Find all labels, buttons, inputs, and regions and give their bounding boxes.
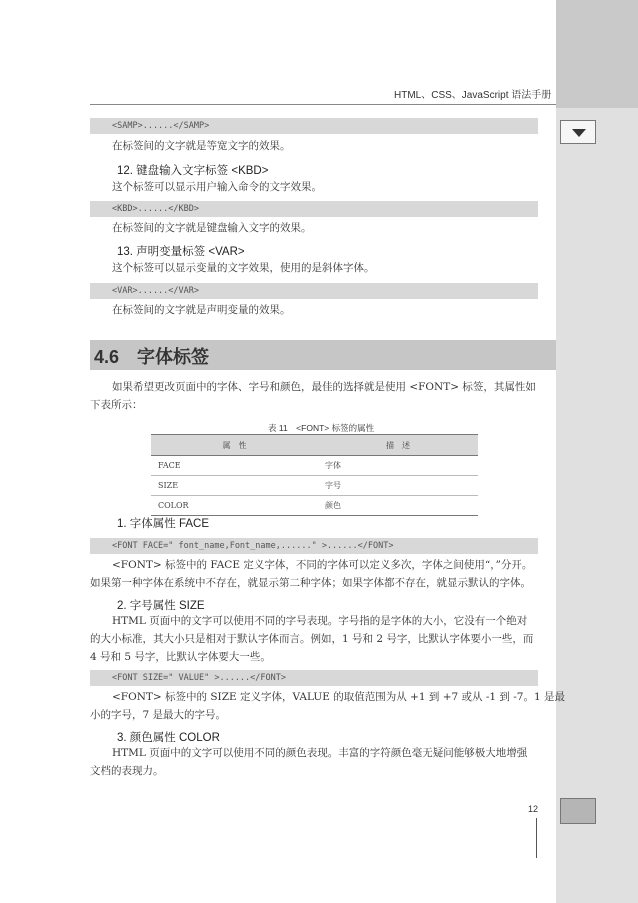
section-title: 4.6 字体标签 (94, 347, 210, 367)
face-line2: 如果第一种字体在系统中不存在，就显示第二种字体；如果字体都不存在，就显示默认的字体。 (90, 577, 531, 589)
size-heading: 2. 字号属性 SIZE (117, 600, 205, 612)
face-heading: 1. 字体属性 FACE (117, 518, 210, 530)
triangle-down-icon (572, 129, 586, 137)
table-cell: 颜色 (318, 496, 478, 516)
section-intro-line2: 下表所示： (90, 399, 143, 411)
var-desc: 在标签间的文字就是声明变量的效果。 (112, 304, 291, 316)
table-cell: 字体 (318, 456, 478, 476)
table-row (151, 456, 478, 476)
size-line3: 4 号和 5 号字，比默认字体要大一些。 (90, 651, 271, 663)
size-line2: 的大小标准，其大小只是相对于默认字体而言。例如，1 号和 2 号字，比默认字体要小一些，而 (90, 633, 534, 645)
table-header-cell: 属 性 (151, 435, 318, 456)
color-line1: HTML 页面中的文字可以使用不同的颜色表现。丰富的字符颜色毫无疑问能够极大地增强 (112, 747, 528, 759)
footer-rule (536, 818, 537, 858)
code-face: <FONT FACE=" font_name,Font_name,......" >......</FONT> (90, 538, 538, 554)
kbd-intro: 这个标签可以显示用户输入命令的文字效果。 (112, 181, 322, 193)
face-line1: <FONT> 标签中的 FACE 定义字体，不同的字体可以定义多次，字体之间使用“，”分开。 (112, 559, 533, 571)
sidebar-box (560, 798, 596, 824)
table-header-cell: 描 述 (318, 435, 478, 456)
font-attributes-table (151, 434, 478, 516)
code-kbd: <KBD>......</KBD> (90, 201, 538, 217)
code-samp: <SAMP>......</SAMP> (90, 118, 538, 134)
kbd-desc: 在标签间的文字就是键盘输入文字的效果。 (112, 222, 312, 234)
kbd-heading: 12. 键盘输入文字标签 <KBD> (117, 165, 269, 177)
table-row (151, 496, 478, 516)
section-intro-line1: 如果希望更改页面中的字体、字号和颜色，最佳的选择就是使用 <FONT> 标签，其属性如 (112, 381, 536, 393)
size-line4: <FONT> 标签中的 SIZE 定义字体，VALUE 的取值范围为从 +1 到 +7 或从 -1 到 -7。1 是最 (112, 691, 565, 703)
table-cell: FACE (151, 456, 318, 476)
code-var: <VAR>......</VAR> (90, 283, 538, 299)
table-cell: 字号 (318, 476, 478, 496)
var-heading: 13. 声明变量标签 <VAR> (117, 246, 245, 258)
scroll-down-button[interactable] (560, 120, 596, 144)
table-caption: 表 11 <FONT> 标签的属性 (268, 423, 375, 433)
running-head: HTML、CSS、JavaScript 语法手册 (394, 90, 552, 101)
size-line1: HTML 页面中的文字可以使用不同的字号表现。字号指的是字体的大小，它没有一个绝对 (112, 615, 528, 627)
table-cell: COLOR (151, 496, 318, 516)
page-number: 12 (528, 804, 539, 814)
table-header-row (151, 435, 478, 456)
color-heading: 3. 颜色属性 COLOR (117, 732, 220, 744)
sidebar-panel (556, 108, 638, 903)
table-cell: SIZE (151, 476, 318, 496)
code-size: <FONT SIZE=" VALUE" >......</FONT> (90, 670, 538, 686)
samp-desc: 在标签间的文字就是等宽文字的效果。 (112, 140, 291, 152)
color-line2: 文档的表现力。 (90, 765, 164, 777)
table-row (151, 476, 478, 496)
var-intro: 这个标签可以显示变量的文字效果，使用的是斜体字体。 (112, 262, 375, 274)
size-line5: 小的字号，7 是最大的字号。 (90, 709, 227, 721)
header-rule (90, 104, 556, 105)
